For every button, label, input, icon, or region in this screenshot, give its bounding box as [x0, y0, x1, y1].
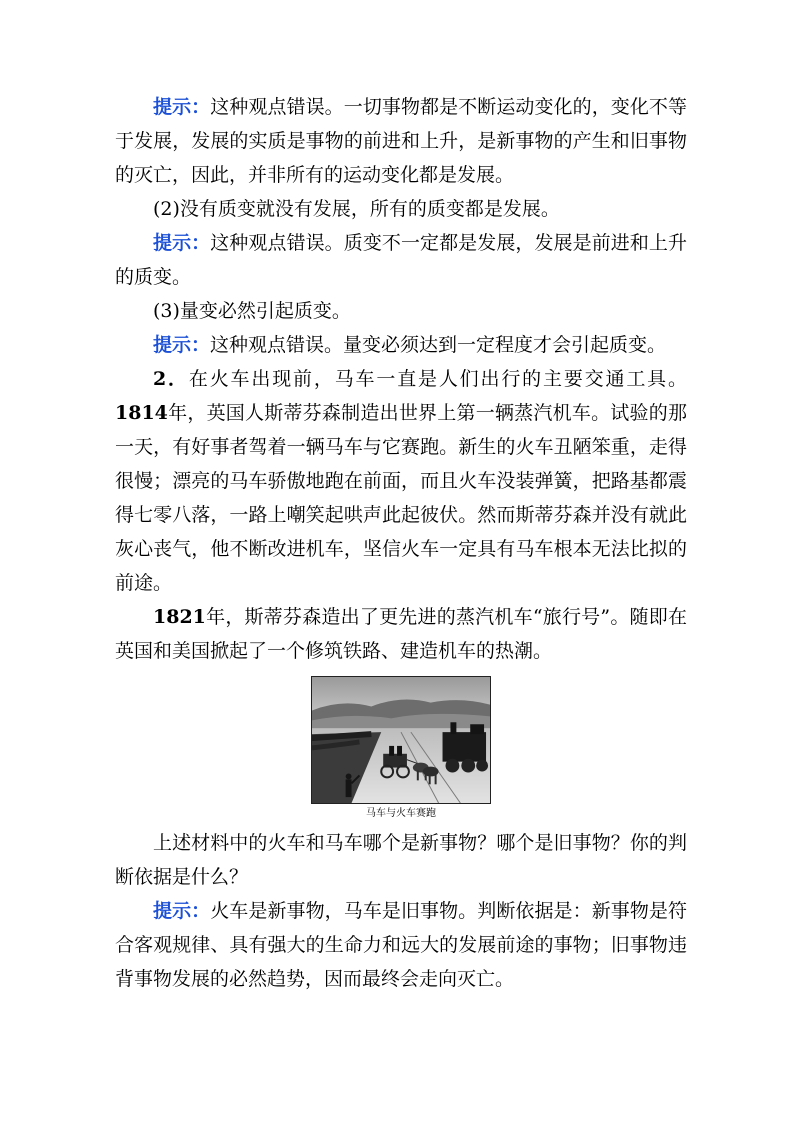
question-text: (2)没有质变就没有发展，所有的质变都是发展。: [153, 198, 560, 220]
paragraph-hint-2: [115, 226, 687, 294]
hint-label: 提示：: [153, 232, 211, 254]
hint-text: 火车是新事物，马车是旧事物。判断依据是：新事物是符合客观规律、具有强大的生命力和远大的发展前途的事物；旧事物违背事物发展的必然趋势，因而最终会走向灭亡。: [115, 900, 687, 990]
hint-text: 这种观点错误。量变必须达到一定程度才会引起质变。: [210, 334, 667, 356]
hint-text: 这种观点错误。一切事物都是不断运动变化的，变化不等于发展，发展的实质是事物的前进和上升，是新事物的产生和旧事物的灭亡，因此，并非所有的运动变化都是发展。: [115, 96, 687, 186]
hint-label: 提示：: [153, 334, 211, 356]
horse-carriage-vs-train-photo: [311, 676, 491, 804]
question-text: (3)量变必然引起质变。: [153, 300, 351, 322]
paragraph-hint-3: [115, 328, 687, 362]
hint-label: 提示：: [153, 96, 211, 118]
paragraph-material-3: [115, 600, 687, 668]
year-1821: 1821: [153, 606, 206, 628]
question-text: 上述材料中的火车和马车哪个是新事物？哪个是旧事物？你的判断依据是什么？: [115, 832, 687, 888]
material-text-b: 年，英国人斯蒂芬森制造出世界上第一辆蒸汽机车。试验的那一天，有好事者驾着一辆马车与它赛跑。新生的火车丑陋笨重，走得很慢；漂亮的马车骄傲地跑在前面，而且火车没装弹簧，把路基都震得七零八落，一路上嘲笑起哄声此起彼伏。然而斯蒂芬森并没有就此灰心丧气，他不断改进机车，坚信火车一定具有马车根本无法比拟的前途。: [115, 402, 687, 594]
document-page: [115, 90, 687, 996]
year-1814: 1814: [115, 402, 168, 424]
material-text: 年，斯蒂芬森造出了更先进的蒸汽机车“旅行号”。随即在英国和美国掀起了一个修筑铁路、建造机车的热潮。: [115, 606, 687, 662]
hint-text: 这种观点错误。质变不一定都是发展，发展是前进和上升的质变。: [115, 232, 687, 288]
paragraph-hint-1: [115, 90, 687, 192]
paragraph-question-final: [115, 826, 687, 894]
hint-label: 提示：: [153, 900, 211, 922]
paragraph-question-2: [115, 192, 687, 226]
paragraph-hint-final: [115, 894, 687, 996]
figure: [311, 676, 491, 822]
figure-caption: 马车与火车赛跑: [366, 808, 436, 819]
question-number: 2．: [153, 368, 189, 390]
material-text-a: 在火车出现前，马车一直是人们出行的主要交通工具。: [188, 368, 687, 390]
paragraph-question-3: [115, 294, 687, 328]
paragraph-material-2: [115, 362, 687, 600]
